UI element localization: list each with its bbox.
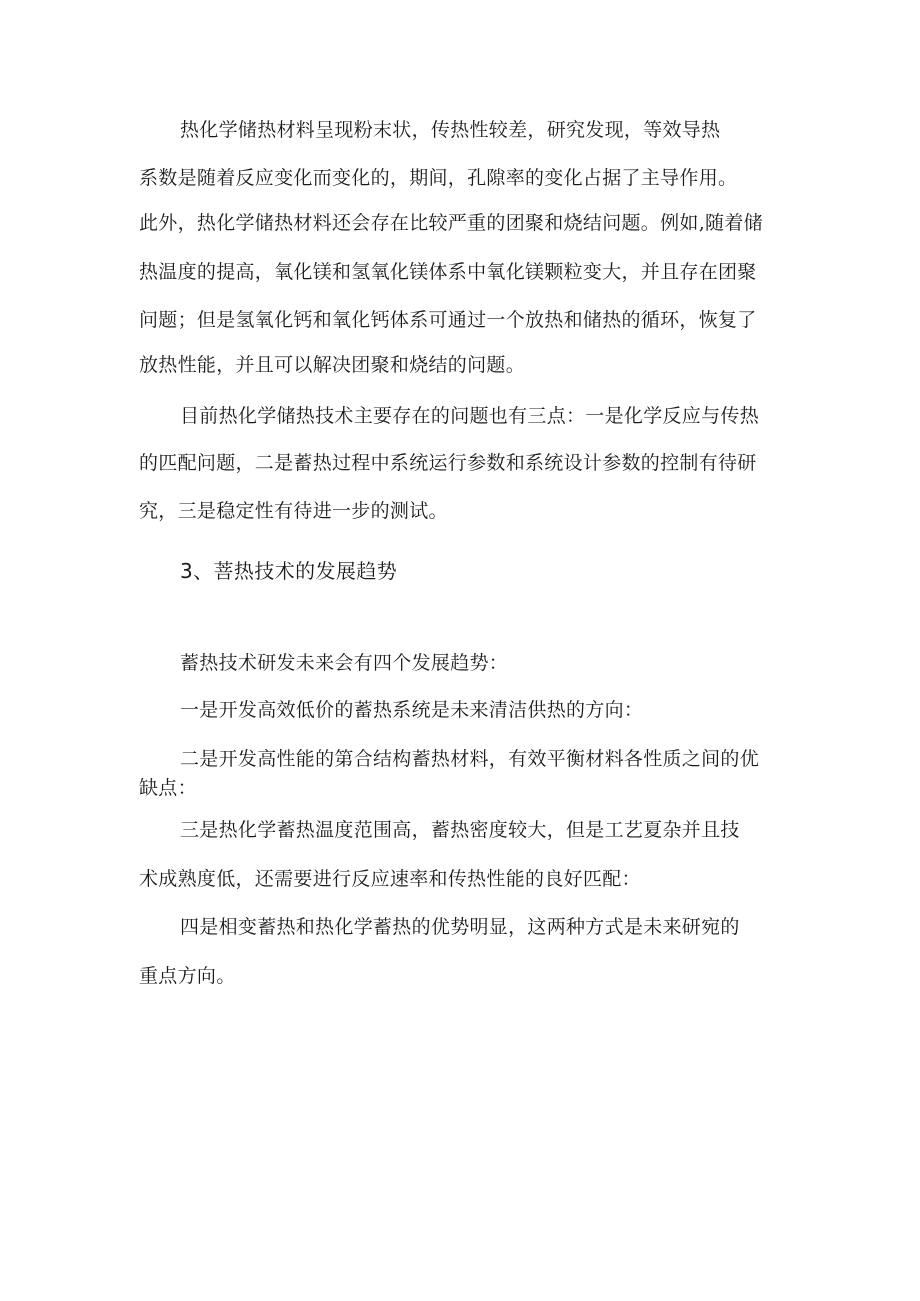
paragraph-1-line-3: 此外，热化学储热材料还会存在比较严重的团聚和烧结问题。例如,随着储 (139, 212, 763, 234)
trend-item-4-line-1: 四是相变蓄热和热化学蓄热的优势明显，这两种方式是未来研宛的 (180, 916, 740, 938)
paragraph-2-line-1: 目前热化学储热技术主要存在的问题也有三点：一是化学反应与传热 (180, 405, 760, 427)
trend-item-3-line-2: 术成熟度低，还需要进行反应速率和传热性能的良好匹配： (139, 868, 641, 890)
paragraph-1-line-5: 问题；但是氢氧化钙和氧化钙体系可通过一个放热和储热的循环，恢复了 (139, 309, 757, 331)
paragraph-2-line-2: 的匹配问题，二是蓄热过程中系统运行参数和系统设计参数的控制有待研 (139, 452, 757, 474)
paragraph-2-line-3: 究，三是稳定性有待进一步的测试。 (139, 500, 448, 522)
trend-item-2-line-2: 缺点： (139, 777, 197, 799)
trend-item-3-line-1: 三是热化学蓄热温度范围高，蓄热密度较大，但是工艺夏杂并且技 (180, 819, 740, 841)
paragraph-1-line-4: 热温度的提高，氧化镁和氢氧化镁体系中氧化镁颗粒变大，并且存在团聚 (139, 261, 757, 283)
section-heading: 3、菩热技术的发展趋势 (180, 559, 398, 583)
paragraph-1-line-6: 放热性能，并且可以解决团聚和烧结的问题。 (139, 354, 526, 376)
paragraph-1-line-2: 系数是随着反应变化而变化的，期间，孔隙率的变化占据了主导作用。 (139, 167, 738, 189)
trend-item-1: 一是开发高效低价的蓄热系统是未来清洁供热的方向： (180, 699, 644, 721)
paragraph-1-line-1: 热化学储热材料呈现粉末状，传热性较差，研究发现，等效导热 (180, 119, 721, 141)
trend-item-2-line-1: 二是开发高性能的第合结构蓄热材料，有效平衡材料各性质之间的优 (180, 748, 760, 770)
trend-item-4-line-2: 重点方向。 (139, 965, 236, 987)
trends-intro: 蓄热技术研发未来会有四个发展趋势： (180, 652, 509, 674)
